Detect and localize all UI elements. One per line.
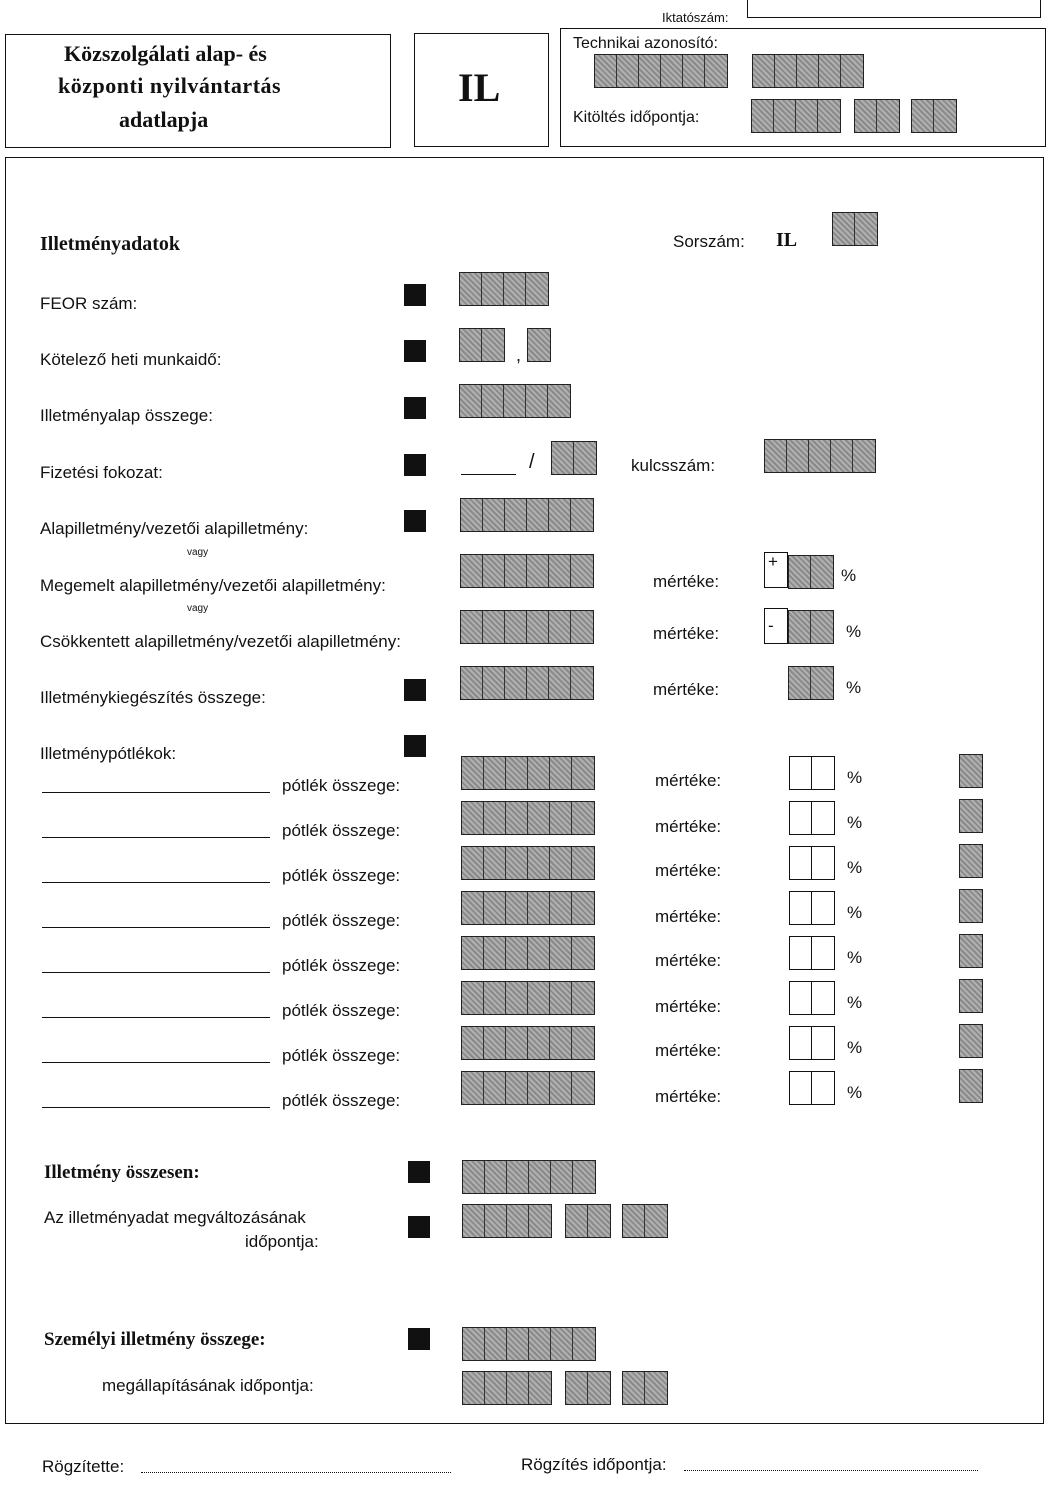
- fizetesi-line[interactable]: [461, 474, 516, 475]
- potlek-pct-box[interactable]: [789, 981, 835, 1015]
- potlek-pct-box[interactable]: [789, 1071, 835, 1105]
- potlek-osszeg-label: pótlék összege:: [282, 1046, 401, 1065]
- potlekok-label: Illetménypótlékok:: [40, 744, 177, 763]
- potlek-pct-box[interactable]: [789, 891, 835, 925]
- technikai-azonosito-cells-2[interactable]: [752, 54, 864, 88]
- kiegeszites-label: Illetménykiegészítés összege:: [40, 688, 266, 707]
- szemelyi-marker: [408, 1328, 430, 1350]
- osszesen-label: Illetmény összesen:: [44, 1162, 200, 1183]
- valtozas-year-cells[interactable]: [462, 1204, 552, 1238]
- osszesen-cells[interactable]: [462, 1160, 596, 1194]
- fizetesi-slash: /: [529, 451, 535, 473]
- potlek-pct-box[interactable]: [789, 756, 835, 790]
- munkaido-cells[interactable]: [459, 328, 505, 362]
- megemelt-mertek-label: mértéke:: [653, 572, 720, 591]
- potlek-mertek-label: mértéke:: [655, 951, 722, 970]
- munkaido-decimal-cell[interactable]: [527, 328, 551, 362]
- illetmenyalap-cells[interactable]: [459, 384, 571, 418]
- kiegeszites-cells[interactable]: [460, 666, 594, 700]
- potlek-osszeg-cells[interactable]: [461, 756, 595, 790]
- kulcsszam-cells[interactable]: [764, 439, 876, 473]
- potlek-name-line[interactable]: [42, 927, 270, 928]
- csokkentett-sign-box: -: [764, 608, 788, 644]
- csokkentett-label: Csökkentett alapilletmény/vezetői alapilletmény:: [40, 632, 401, 651]
- potlek-percent: %: [847, 993, 863, 1012]
- szemelyi-label: Személyi illetmény összege:: [44, 1329, 266, 1350]
- iktatoszam-field[interactable]: [747, 0, 1041, 18]
- valtozas-month-cells[interactable]: [565, 1204, 611, 1238]
- potlek-percent: %: [847, 768, 863, 787]
- potlek-osszeg-cells[interactable]: [461, 846, 595, 880]
- megallapitas-month-cells[interactable]: [565, 1371, 611, 1405]
- csokkentett-percent: %: [846, 622, 862, 641]
- valtozas-label-line1: Az illetményadat megváltozásának: [44, 1208, 306, 1227]
- valtozas-marker: [408, 1216, 430, 1238]
- potlek-name-line[interactable]: [42, 837, 270, 838]
- fizetesi-cells[interactable]: [551, 441, 597, 475]
- potlek-osszeg-label: pótlék összege:: [282, 1001, 401, 1020]
- megallapitas-label: megállapításának időpontja:: [102, 1376, 314, 1395]
- potlek-pct-box[interactable]: [789, 1026, 835, 1060]
- potlek-mertek-label: mértéke:: [655, 1041, 722, 1060]
- potlek-pct-box[interactable]: [789, 801, 835, 835]
- feor-cells[interactable]: [459, 272, 549, 306]
- form-title-line3: adatlapja: [119, 107, 209, 132]
- potlek-code-cell[interactable]: [959, 1069, 983, 1103]
- potlek-percent: %: [847, 1038, 863, 1057]
- kulcsszam-label: kulcsszám:: [631, 456, 716, 475]
- rogzites-idopont-label: Rögzítés időpontja:: [521, 1455, 667, 1474]
- potlek-percent: %: [847, 1083, 863, 1102]
- potlek-pct-box[interactable]: [789, 936, 835, 970]
- potlek-osszeg-cells[interactable]: [461, 981, 595, 1015]
- potlek-osszeg-label: pótlék összege:: [282, 1091, 401, 1110]
- fizetesi-label: Fizetési fokozat:: [40, 463, 163, 482]
- potlek-pct-box[interactable]: [789, 846, 835, 880]
- kitoltes-idopontja-label: Kitöltés időpontja:: [573, 109, 700, 126]
- potlek-name-line[interactable]: [42, 882, 270, 883]
- potlek-name-line[interactable]: [42, 972, 270, 973]
- potlek-code-cell[interactable]: [959, 889, 983, 923]
- potlekok-marker: [404, 735, 426, 757]
- valtozas-day-cells[interactable]: [622, 1204, 668, 1238]
- megemelt-pct-cells[interactable]: [788, 555, 834, 589]
- potlek-percent: %: [847, 948, 863, 967]
- section-title: Illetményadatok: [40, 233, 180, 255]
- potlek-code-cell[interactable]: [959, 754, 983, 788]
- feor-marker: [404, 284, 426, 306]
- potlek-name-line[interactable]: [42, 1017, 270, 1018]
- alapilletmeny-label: Alapilletmény/vezetői alapilletmény:: [40, 519, 309, 538]
- potlek-osszeg-cells[interactable]: [461, 1071, 595, 1105]
- potlek-osszeg-cells[interactable]: [461, 1026, 595, 1060]
- potlek-osszeg-label: pótlék összege:: [282, 911, 401, 930]
- munkaido-marker: [404, 340, 426, 362]
- potlek-name-line[interactable]: [42, 1062, 270, 1063]
- rogzitette-label: Rögzítette:: [42, 1457, 125, 1476]
- technikai-azonosito-cells-1[interactable]: [594, 54, 728, 88]
- potlek-osszeg-cells[interactable]: [461, 801, 595, 835]
- munkaido-comma: ,: [516, 345, 522, 365]
- potlek-name-line[interactable]: [42, 792, 270, 793]
- illetmenyalap-marker: [404, 397, 426, 419]
- megemelt-sign-box: +: [764, 552, 788, 588]
- munkaido-label: Kötelező heti munkaidő:: [40, 350, 222, 369]
- potlek-code-cell[interactable]: [959, 934, 983, 968]
- potlek-code-cell[interactable]: [959, 1024, 983, 1058]
- megemelt-label: Megemelt alapilletmény/vezetői alapilletmény:: [40, 576, 386, 595]
- csokkentett-mertek-label: mértéke:: [653, 624, 720, 643]
- megemelt-cells[interactable]: [460, 554, 594, 588]
- potlek-mertek-label: mértéke:: [655, 771, 722, 790]
- osszesen-marker: [408, 1161, 430, 1183]
- kitoltes-day-cells[interactable]: [911, 99, 957, 133]
- title-box: [5, 34, 391, 148]
- csokkentett-pct-cells[interactable]: [788, 610, 834, 644]
- fizetesi-marker: [404, 454, 426, 476]
- potlek-osszeg-label: pótlék összege:: [282, 776, 401, 795]
- megemelt-percent: %: [841, 566, 857, 585]
- form-code: IL: [458, 65, 501, 110]
- code-box: [414, 33, 549, 147]
- potlek-code-cell[interactable]: [959, 844, 983, 878]
- kiegeszites-pct-cells[interactable]: [788, 666, 834, 700]
- form-title-line2: központi nyilvántartás: [58, 73, 282, 98]
- potlek-percent: %: [847, 858, 863, 877]
- potlek-code-cell[interactable]: [959, 799, 983, 833]
- potlek-mertek-label: mértéke:: [655, 997, 722, 1016]
- megallapitas-year-cells[interactable]: [462, 1371, 552, 1405]
- potlek-percent: %: [847, 813, 863, 832]
- kiegeszites-marker: [404, 679, 426, 701]
- potlek-mertek-label: mértéke:: [655, 817, 722, 836]
- megallapitas-day-cells[interactable]: [622, 1371, 668, 1405]
- rogzitette-line[interactable]: [141, 1472, 451, 1473]
- sorszam-code: IL: [776, 229, 798, 251]
- kiegeszites-mertek-label: mértéke:: [653, 680, 720, 699]
- potlek-mertek-label: mértéke:: [655, 907, 722, 926]
- potlek-percent: %: [847, 903, 863, 922]
- iktatoszam-label: Iktatószám:: [662, 10, 729, 25]
- potlek-mertek-label: mértéke:: [655, 1087, 722, 1106]
- rogzites-idopont-line[interactable]: [684, 1470, 978, 1471]
- kitoltes-year-cells[interactable]: [751, 99, 841, 133]
- potlek-name-line[interactable]: [42, 1107, 270, 1108]
- sorszam-label: Sorszám:: [673, 232, 745, 251]
- vagy-2: vagy: [187, 603, 209, 614]
- illetmenyalap-label: Illetményalap összege:: [40, 406, 213, 425]
- vagy-1: vagy: [187, 547, 209, 558]
- feor-label: FEOR szám:: [40, 294, 138, 313]
- potlek-osszeg-cells[interactable]: [461, 936, 595, 970]
- potlek-osszeg-label: pótlék összege:: [282, 956, 401, 975]
- form-title-line1: Közszolgálati alap- és: [64, 41, 267, 66]
- alapilletmeny-marker: [404, 510, 426, 532]
- alapilletmeny-cells[interactable]: [460, 498, 594, 532]
- potlek-mertek-label: mértéke:: [655, 861, 722, 880]
- kiegeszites-percent: %: [846, 678, 862, 697]
- sorszam-cells[interactable]: [832, 212, 878, 246]
- potlek-code-cell[interactable]: [959, 979, 983, 1013]
- valtozas-label-line2: időpontja:: [245, 1232, 319, 1251]
- potlek-osszeg-cells[interactable]: [461, 891, 595, 925]
- szemelyi-cells[interactable]: [462, 1327, 596, 1361]
- kitoltes-month-cells[interactable]: [854, 99, 900, 133]
- potlek-osszeg-label: pótlék összege:: [282, 866, 401, 885]
- technikai-azonosito-label: Technikai azonosító:: [573, 35, 718, 52]
- csokkentett-cells[interactable]: [460, 610, 594, 644]
- potlek-osszeg-label: pótlék összege:: [282, 821, 401, 840]
